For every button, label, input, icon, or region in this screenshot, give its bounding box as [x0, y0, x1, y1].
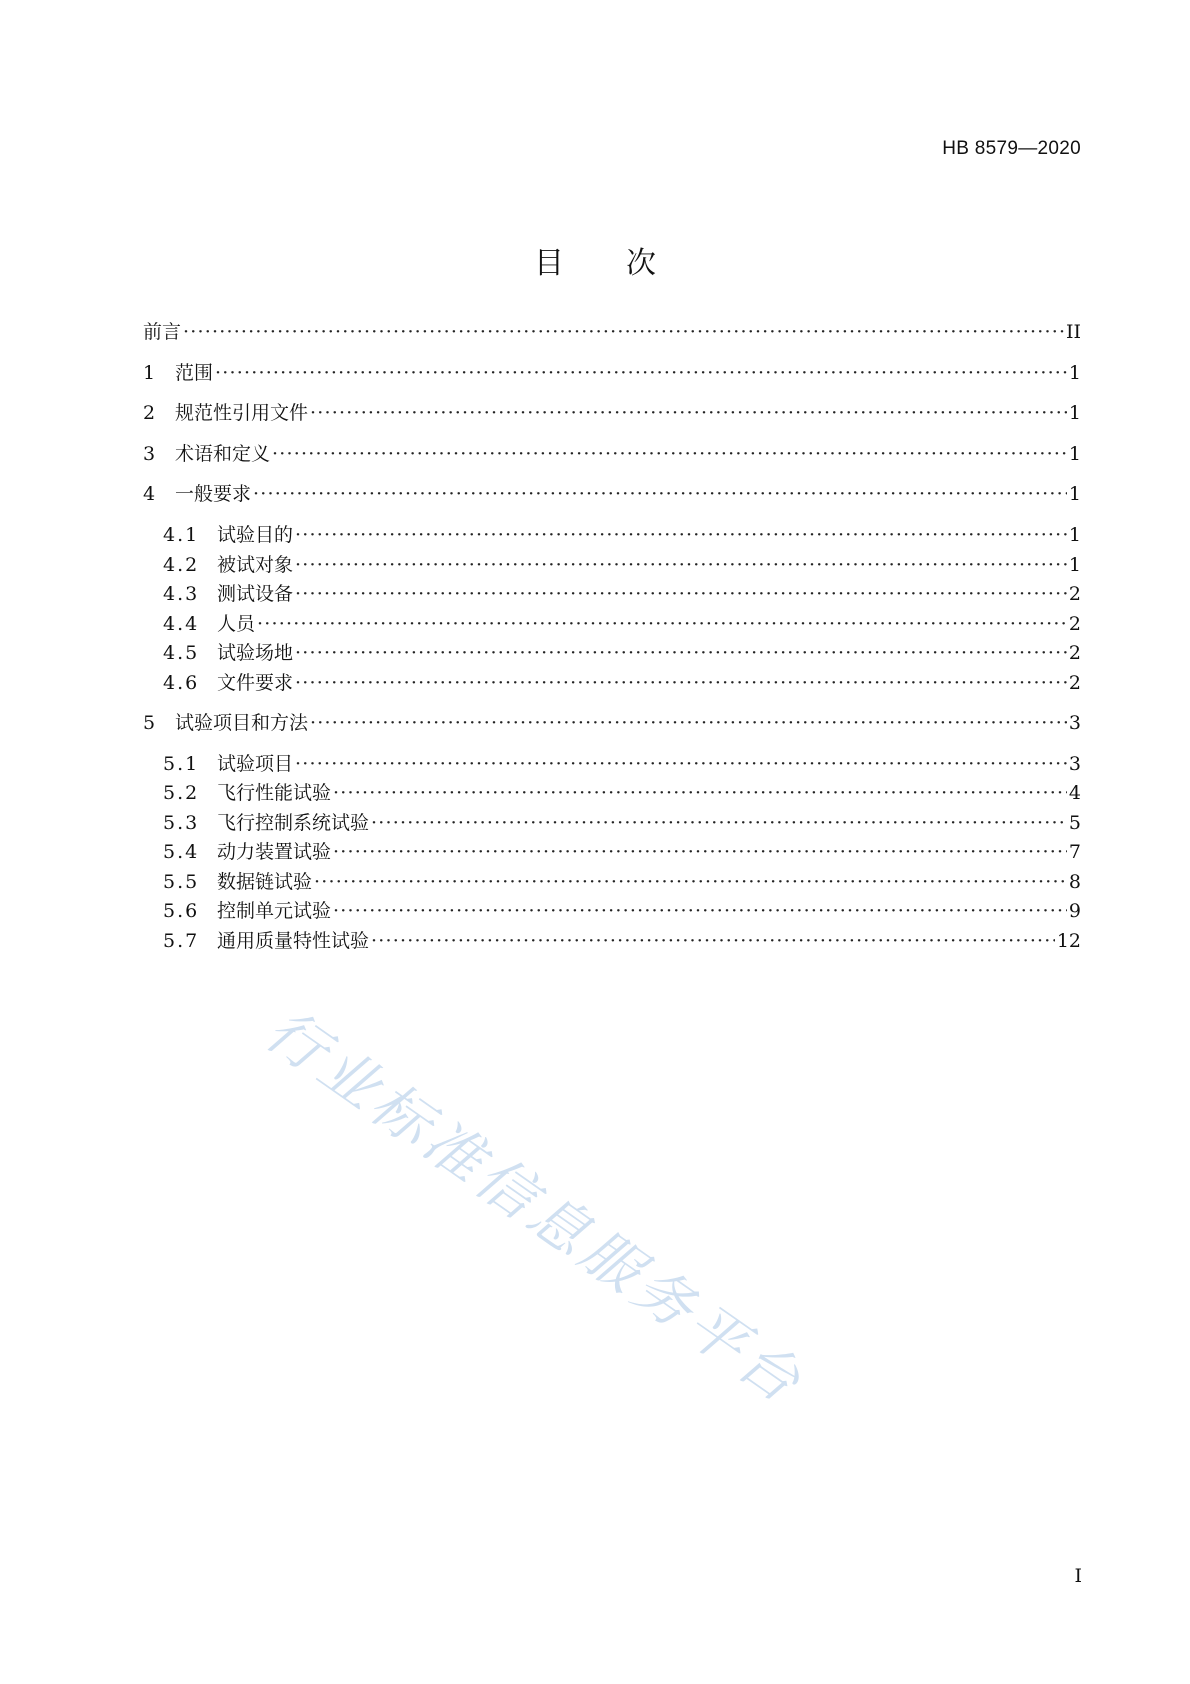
toc-entry-label: 人员 — [217, 613, 256, 635]
toc-entry-page: 12 — [1056, 930, 1081, 952]
toc-entry[interactable] — [163, 639, 1081, 667]
toc-entry-label: 被试对象 — [217, 554, 294, 576]
toc-leader-dots — [253, 480, 1067, 508]
toc-entry-page: 5 — [1068, 812, 1081, 834]
toc-leader-dots — [272, 440, 1067, 468]
toc-entry-number: 5.2 — [163, 782, 200, 804]
toc-entry-label: 数据链试验 — [217, 871, 313, 893]
toc-entry[interactable] — [143, 709, 1081, 737]
toc-leader-dots — [314, 868, 1067, 896]
toc-entry-number: 4 — [143, 483, 156, 505]
toc-entry-number: 4.5 — [163, 642, 200, 664]
toc-entry-label: 试验项目和方法 — [175, 712, 309, 734]
toc-entry[interactable] — [163, 750, 1081, 778]
toc-entry-number: 4.4 — [163, 613, 200, 635]
toc-entry-page: 4 — [1068, 782, 1081, 804]
toc-entry-label: 试验项目 — [217, 753, 294, 775]
toc-entry-label: 文件要求 — [217, 672, 294, 694]
toc-leader-dots — [333, 779, 1067, 807]
toc-entry-page: 1 — [1068, 443, 1081, 465]
toc-entry-label: 前言 — [143, 321, 182, 343]
toc-entry-label: 通用质量特性试验 — [217, 930, 370, 952]
toc-entry-page: II — [1065, 321, 1081, 343]
toc-entry-number: 2 — [143, 402, 156, 424]
toc-entry[interactable] — [163, 669, 1081, 697]
toc-entry[interactable] — [163, 610, 1081, 638]
toc-leader-dots — [295, 750, 1067, 778]
toc-entry-page: 2 — [1068, 583, 1081, 605]
toc-entry-number: 5 — [143, 712, 156, 734]
toc-entry[interactable] — [163, 927, 1081, 955]
toc-entry-label: 规范性引用文件 — [175, 402, 309, 424]
toc-entry-label: 飞行性能试验 — [217, 782, 332, 804]
toc-entry-label: 测试设备 — [217, 583, 294, 605]
page-number: I — [1074, 1565, 1082, 1587]
toc-entry[interactable] — [163, 868, 1081, 896]
toc-entry-number: 5.3 — [163, 812, 200, 834]
toc-leader-dots — [371, 927, 1055, 955]
toc-entry-page: 2 — [1068, 642, 1081, 664]
toc-entry-number: 3 — [143, 443, 156, 465]
page-title: 目次 — [534, 246, 718, 281]
toc-entry-page: 9 — [1068, 900, 1081, 922]
toc-leader-dots — [371, 809, 1067, 837]
toc-entry-label: 试验场地 — [217, 642, 294, 664]
toc-leader-dots — [310, 399, 1067, 427]
toc-entry-number: 4.2 — [163, 554, 200, 576]
toc-entry[interactable] — [163, 838, 1081, 866]
toc-entry-page: 1 — [1068, 402, 1081, 424]
toc-entry-page: 8 — [1068, 871, 1081, 893]
toc-leader-dots — [295, 521, 1067, 549]
toc-leader-dots — [183, 318, 1064, 346]
toc-leader-dots — [310, 709, 1067, 737]
toc-leader-dots — [257, 610, 1067, 638]
toc-entry-page: 7 — [1068, 841, 1081, 863]
toc-entry-number: 5.6 — [163, 900, 200, 922]
toc-leader-dots — [295, 551, 1067, 579]
toc-leader-dots — [333, 897, 1067, 925]
toc-entry-number: 5.7 — [163, 930, 200, 952]
toc-entry-label: 飞行控制系统试验 — [217, 812, 370, 834]
toc-entry-page: 2 — [1068, 672, 1081, 694]
toc-entry[interactable] — [143, 359, 1081, 387]
standard-code: HB 8579—2020 — [942, 138, 1081, 159]
toc-entry-label: 一般要求 — [175, 483, 252, 505]
toc-leader-dots — [295, 669, 1067, 697]
toc-entry[interactable] — [143, 399, 1081, 427]
toc-entry-page: 3 — [1068, 712, 1081, 734]
toc-entry-label: 动力装置试验 — [217, 841, 332, 863]
toc-leader-dots — [295, 639, 1067, 667]
toc-entry[interactable] — [163, 580, 1081, 608]
toc-entry[interactable] — [143, 480, 1081, 508]
toc-entry-label: 范围 — [175, 362, 214, 384]
toc-entry-number: 4.1 — [163, 524, 200, 546]
toc-entry-number: 1 — [143, 362, 156, 384]
toc-entry[interactable] — [163, 779, 1081, 807]
toc-leader-dots — [215, 359, 1067, 387]
toc-entry[interactable] — [163, 897, 1081, 925]
toc-entry[interactable] — [163, 809, 1081, 837]
toc-entry-label: 控制单元试验 — [217, 900, 332, 922]
toc-entry-label: 术语和定义 — [175, 443, 271, 465]
toc-entry[interactable] — [163, 521, 1081, 549]
toc-entry[interactable] — [143, 318, 1081, 346]
toc-entry-label: 试验目的 — [217, 524, 294, 546]
toc-entry-number: 4.6 — [163, 672, 200, 694]
toc-entry-page: 2 — [1068, 613, 1081, 635]
toc-entry-page: 1 — [1068, 554, 1081, 576]
toc-entry-number: 5.4 — [163, 841, 200, 863]
toc-entry-number: 5.5 — [163, 871, 200, 893]
toc-entry-number: 5.1 — [163, 753, 200, 775]
toc-entry-page: 1 — [1068, 362, 1081, 384]
toc-entry[interactable] — [143, 440, 1081, 468]
toc-leader-dots — [333, 838, 1067, 866]
toc-entry-page: 1 — [1068, 483, 1081, 505]
toc-entry-page: 1 — [1068, 524, 1081, 546]
toc-entry[interactable] — [163, 551, 1081, 579]
watermark: 行业标准信息服务平台 — [253, 995, 817, 1419]
toc-entry-number: 4.3 — [163, 583, 200, 605]
toc-leader-dots — [295, 580, 1067, 608]
toc-entry-page: 3 — [1068, 753, 1081, 775]
